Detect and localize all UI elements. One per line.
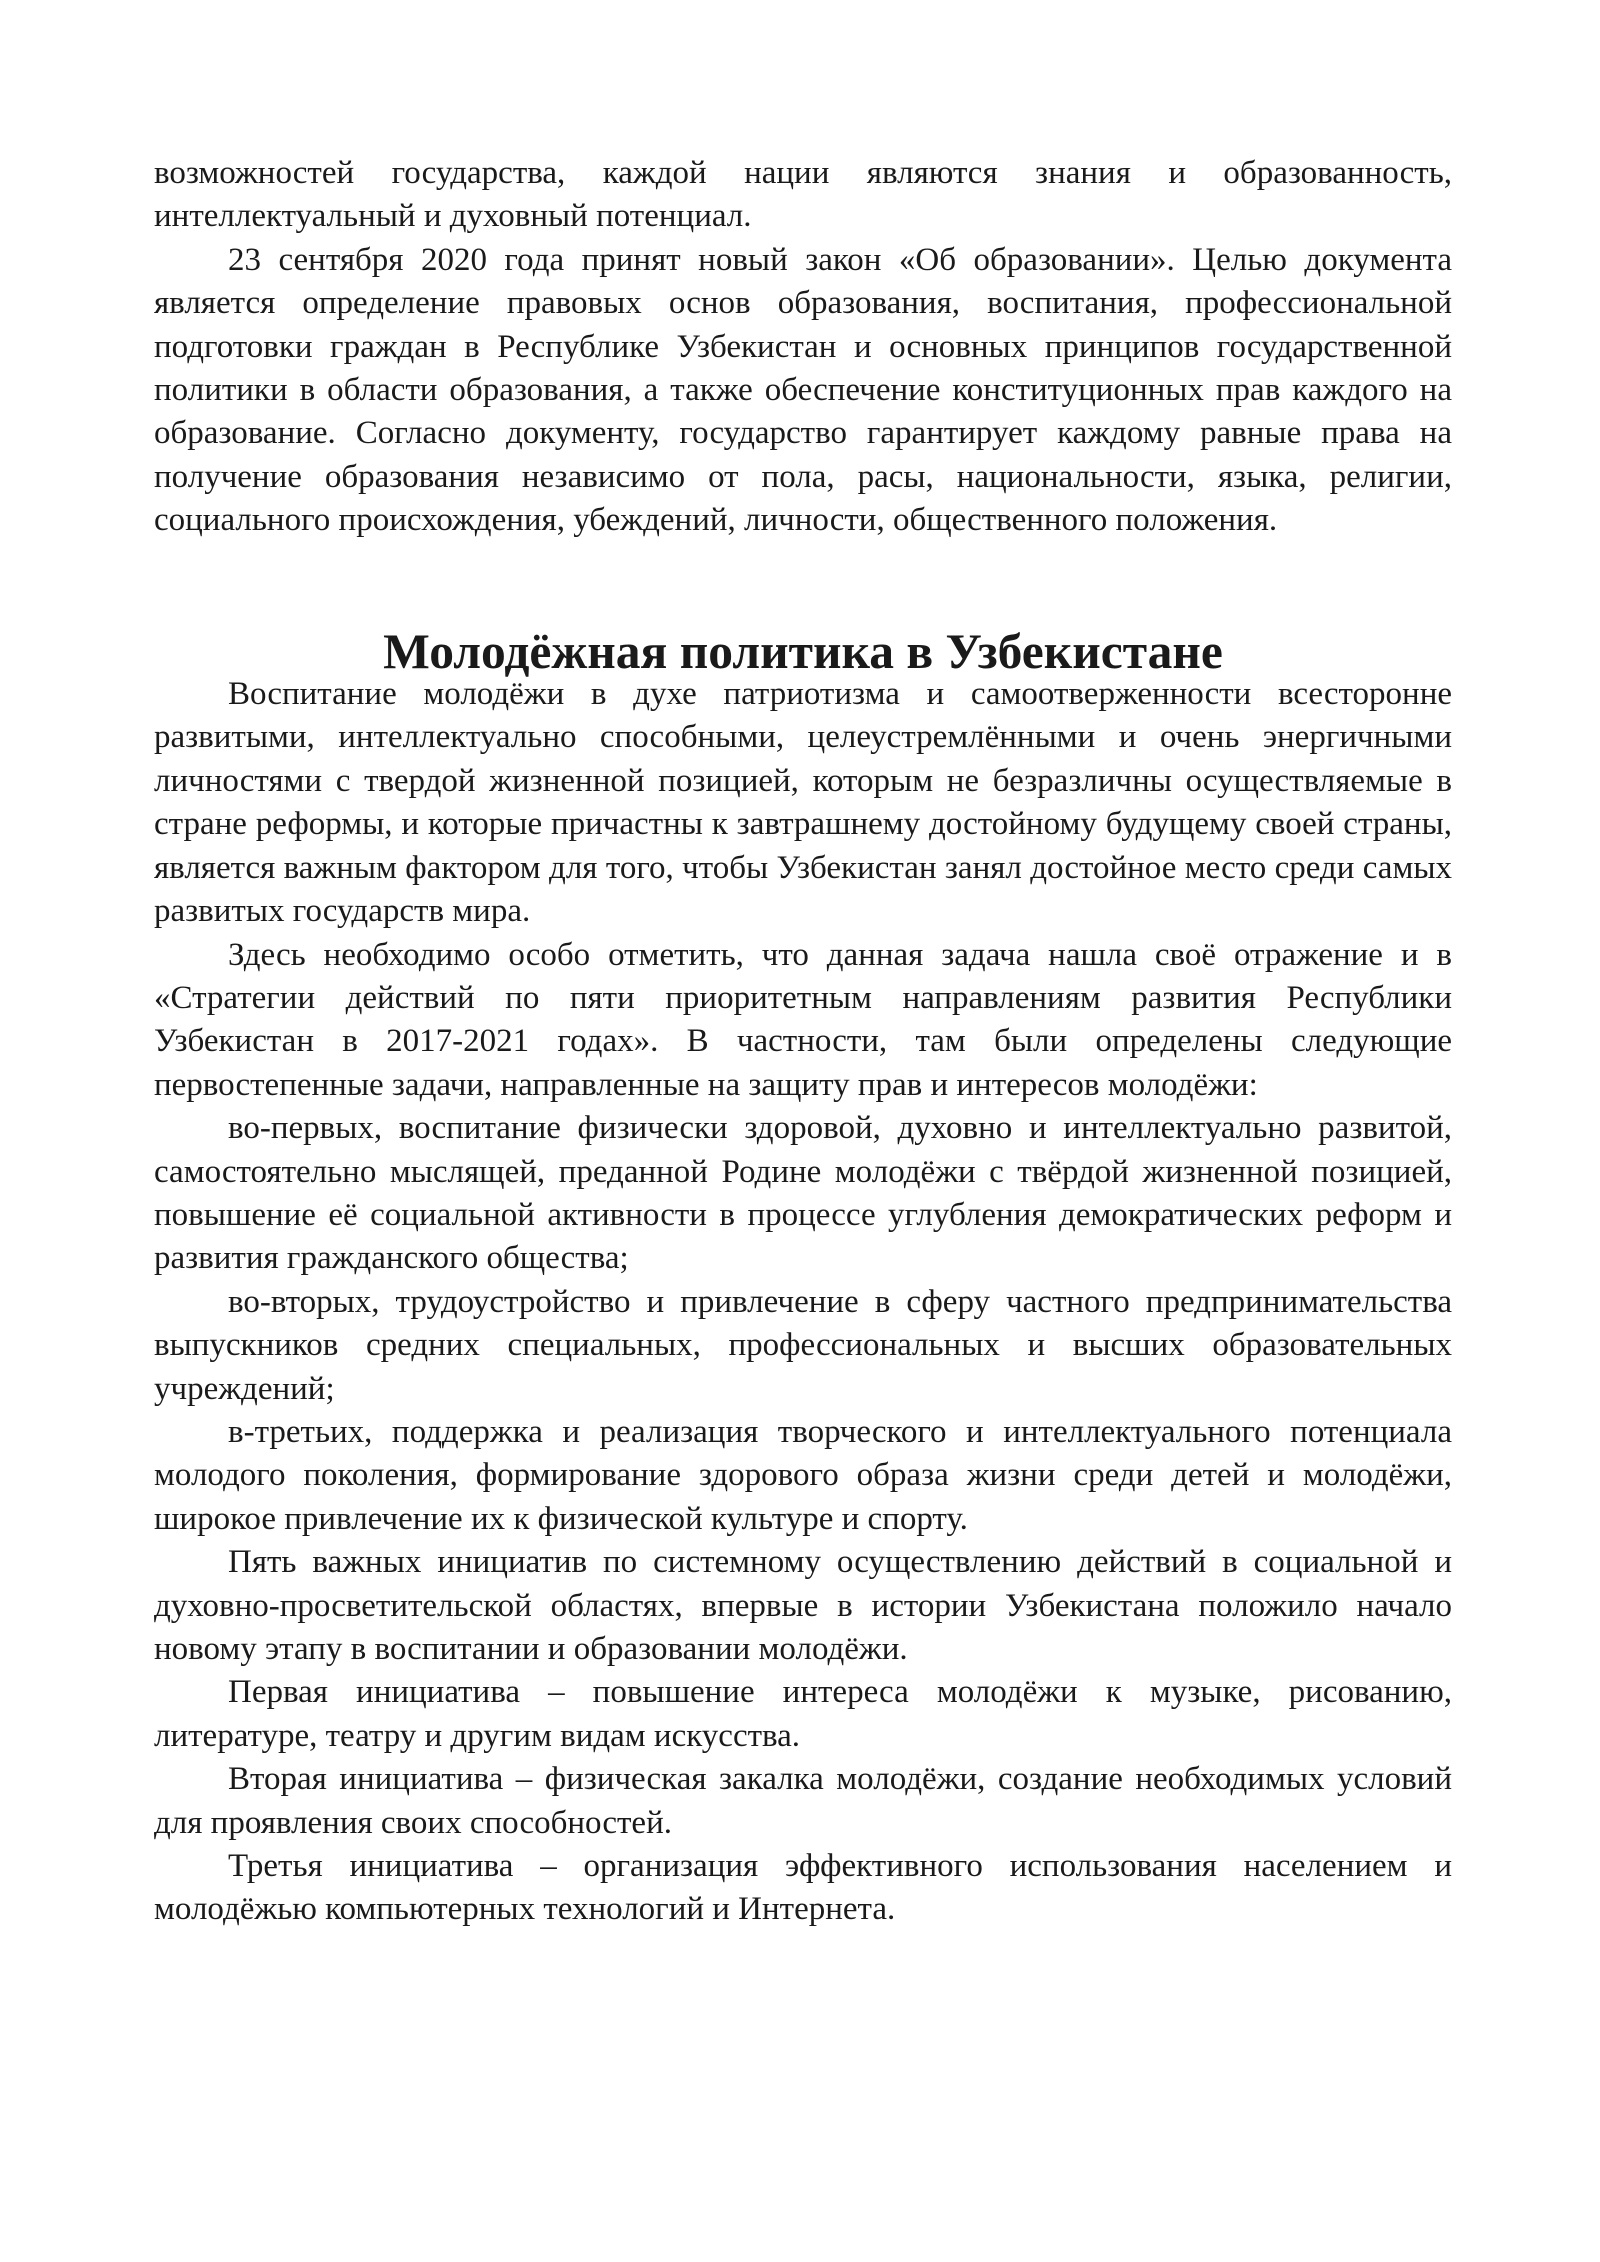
paragraph-initiative-three: Третья инициатива – организация эффективного использования населением и молодёжью компьютерных технологий и Интернета.: [154, 1848, 1452, 1928]
paragraph-initiative-one: Первая инициатива – повышение интереса молодёжи к музыке, рисованию, литературе, театру и другим видам искусства.: [154, 1674, 1452, 1754]
paragraph-continuation: возможностей государства, каждой нации являются знания и образованность, интеллектуальный и духовный потенциал.: [154, 155, 1452, 235]
paragraph-second-task: во-вторых, трудоустройство и привлечение в сферу частного предпринимательства выпускников средних специальных, профессиональных и высших образовательных учреждений;: [154, 1283, 1452, 1407]
paragraph-first-task: во-первых, воспитание физически здоровой, духовно и интеллектуально развитой, самостоятельно мыслящей, преданной Родине молодёжи с твёрдой жизненной позицией, повышение её социальной активности в процессе углубления демократических реформ и развития гражданского общества;: [154, 1110, 1452, 1277]
paragraph-education-law: 23 сентября 2020 года принят новый закон «Об образовании». Целью документа является определение правовых основ образования, воспитания, профессиональной подготовки граждан в Республике Узбекистан и основных принципов государственной политики в области образования, а также обеспечение конституционных прав каждого на образование. Согласно документу, государство гарантирует каждому равные права на получение образования независимо от пола, расы, национальности, языка, религии, социального происхождения, убеждений, личности, общественного положения.: [154, 241, 1452, 539]
paragraph-third-task: в-третьих, поддержка и реализация творческого и интеллектуального потенциала молодого поколения, формирование здорового образа жизни среди детей и молодёжи, широкое привлечение их к физической культуре и спорту.: [154, 1413, 1452, 1537]
paragraph-five-initiatives: Пять важных инициатив по системному осуществлению действий в социальной и духовно-просветительской областях, впервые в истории Узбекистана положило начало новому этапу в воспитании и образовании молодёжи.: [154, 1544, 1452, 1667]
document-page: [154, 152, 1452, 1932]
section-heading: Молодёжная политика в Узбекистане: [383, 623, 1223, 679]
paragraph-initiative-two: Вторая инициатива – физическая закалка молодёжи, создание необходимых условий для проявления своих способностей.: [154, 1761, 1452, 1841]
paragraph-youth-upbringing: Воспитание молодёжи в духе патриотизма и самоотверженности всесторонне развитыми, интеллектуально способными, целеустремлёнными и очень энергичными личностями с твердой жизненной позицией, которым не безразличны осуществляемые в стране реформы, и которые причастны к завтрашнему достойному будущему своей страны, является важным фактором для того, чтобы Узбекистан занял достойное место среди самых развитых государств мира.: [154, 676, 1452, 930]
paragraph-strategy: Здесь необходимо особо отметить, что данная задача нашла своё отражение и в «Стратегии действий по пяти приоритетным направлениям развития Республики Узбекистан в 2017-2021 годах». В частности, там были определены следующие первостепенные задачи, направленные на защиту прав и интересов молодёжи:: [154, 936, 1452, 1103]
